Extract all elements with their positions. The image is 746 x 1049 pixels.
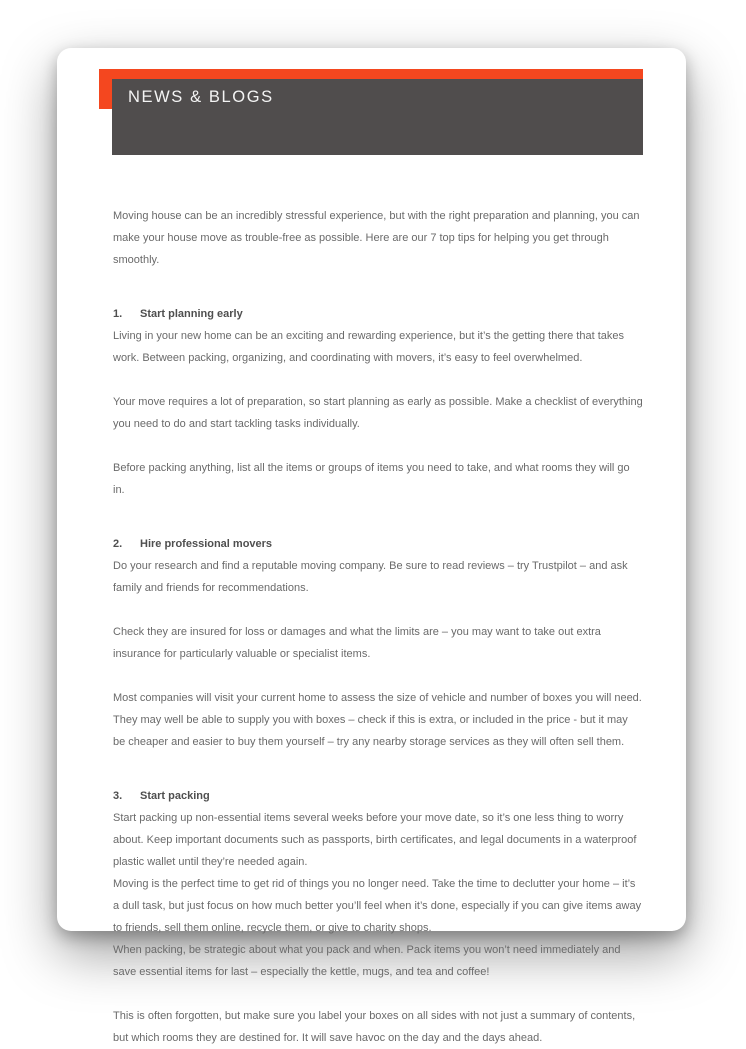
article-body [113, 205, 643, 1049]
paragraph: Do your research and find a reputable moving company. Be sure to read reviews – try Trustpilot – and ask family and friends for recommendations. [113, 560, 628, 594]
paragraph: Check they are insured for loss or damages and what the limits are – you may want to take out extra insurance for particularly valuable or specialist items. [113, 626, 601, 660]
section-title: Hire professional movers [140, 538, 273, 550]
section-title: Start planning early [140, 308, 243, 320]
section-heading [113, 533, 643, 555]
section-number: 3. [113, 790, 123, 802]
paragraph: Before packing anything, list all the items or groups of items you need to take, and what rooms they will go in. [113, 462, 630, 496]
section-heading [113, 303, 643, 325]
paragraph: Moving is the perfect time to get rid of things you no longer need. Take the time to declutter your home – it’s a dull task, but just focus on how much better you’ll feel when it’s done, especially if you can give items away to friends, sell them online, recycle them, or give to charity shops. [113, 878, 642, 934]
paragraph: Your move requires a lot of preparation, so start planning as early as possible. Make a checklist of everything you need to do and start tackling tasks individually. [113, 396, 643, 430]
paragraph: When packing, be strategic about what you pack and when. Pack items you won’t need immediately and save essential items for last – especially the kettle, mugs, and tea and coffee! [113, 944, 621, 978]
paragraph: This is often forgotten, but make sure you label your boxes on all sides with not just a summary of contents, but which rooms they are destined for. It will save havoc on the day and the days ahead. [113, 1010, 636, 1044]
section-title: Start packing [140, 790, 210, 802]
header-banner [112, 79, 643, 155]
page-title: NEWS & BLOGS [128, 88, 274, 106]
section-number: 2. [113, 538, 123, 550]
document-page [57, 48, 686, 1044]
paragraph: Start packing up non-essential items several weeks before your move date, so it’s one less thing to worry about. Keep important documents such as passports, birth certificates, and legal documents in a waterproof plastic wallet until they’re needed again. [113, 812, 637, 868]
paragraph: Moving house can be an incredibly stressful experience, but with the right preparation and planning, you can make your house move as trouble-free as possible. Here are our 7 top tips for helping you get through smoothly. [113, 210, 640, 266]
section-number: 1. [113, 308, 123, 320]
section-heading [113, 785, 643, 807]
paragraph: Living in your new home can be an exciting and rewarding experience, but it’s the getting there that takes work. Between packing, organizing, and coordinating with movers, it’s easy to feel overwhelmed. [113, 330, 625, 364]
paragraph: Most companies will visit your current home to assess the size of vehicle and number of boxes you will need. They may well be able to supply you with boxes – check if this is extra, or included in the price - but it may be cheaper and easier to buy them yourself – try any nearby storage services as they will often sell them. [113, 692, 642, 748]
